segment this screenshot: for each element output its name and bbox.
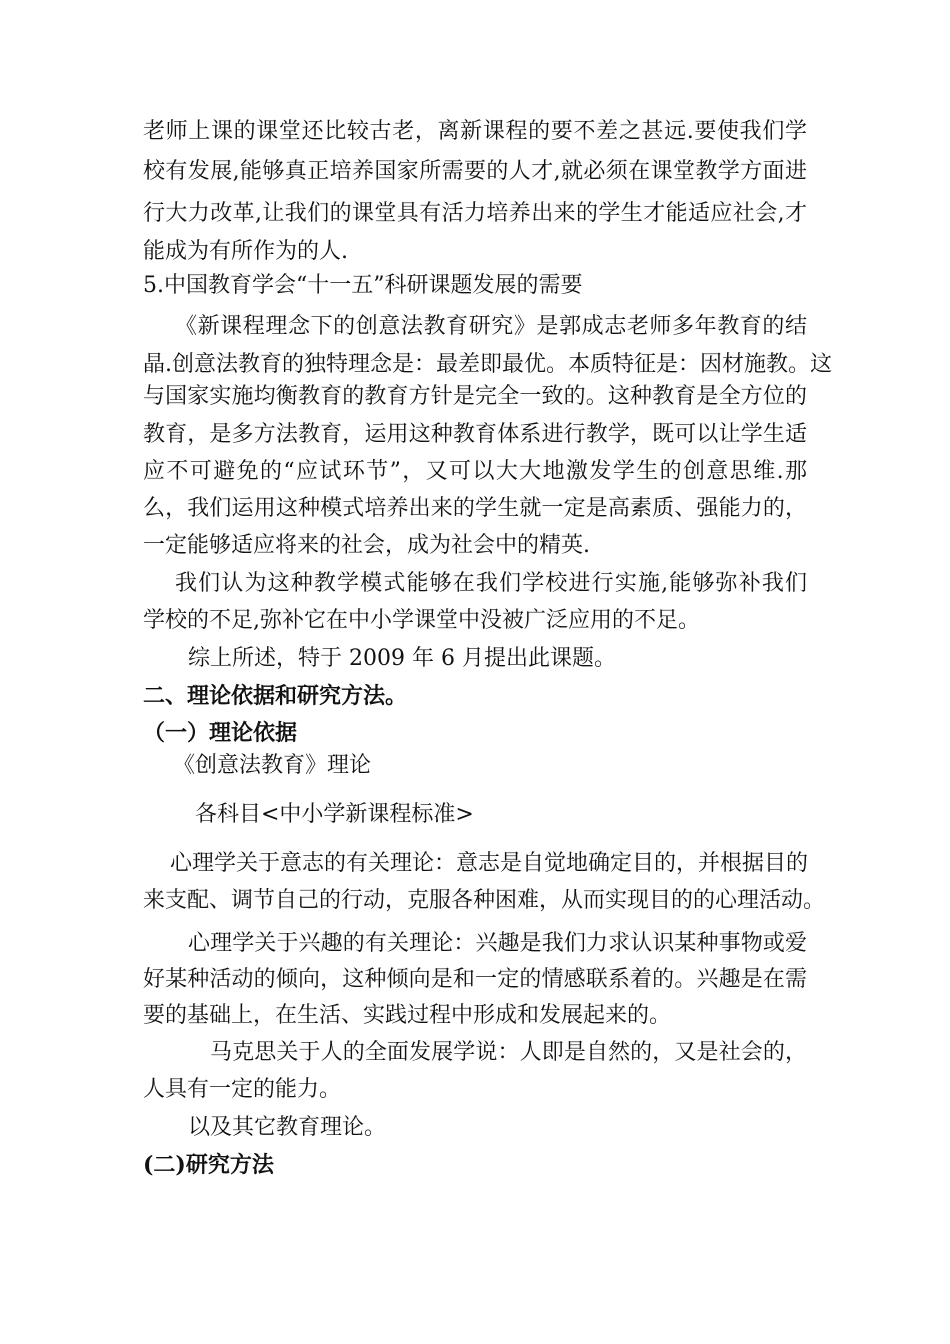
paragraph-line: 行大力改革,让我们的课堂具有活力培养出来的学生才能适应社会,才 [143, 201, 807, 226]
theory-item: 各科目<中小学新课程标准> [195, 802, 474, 827]
paragraph-line: 以及其它教育理论。 [188, 1115, 387, 1140]
paragraph-line: 么，我们运用这种模式培养出来的学生就一定是高素质、强能力的， [143, 496, 807, 521]
paragraph-line: 《新课程理念下的创意法教育研究》是郭成志老师多年教育的结 [175, 314, 807, 339]
paragraph-line: 一定能够适应将来的社会，成为社会中的精英. [143, 533, 590, 558]
paragraph-line: 与国家实施均衡教育的教育方针是完全一致的。这种教育是全方位的 [143, 384, 807, 409]
paragraph-line: 校有发展,能够真正培养国家所需要的人才,就必须在课堂教学方面进 [143, 159, 807, 184]
paragraph-line: 老师上课的课堂还比较古老，离新课程的要不差之甚远.要使我们学 [143, 119, 807, 144]
paragraph-line: 要的基础上，在生活、实践过程中形成和发展起来的。 [143, 1003, 672, 1028]
section-heading-2: 二、理论依据和研究方法。 [143, 683, 408, 709]
paragraph-line: 学校的不足,弥补它在中小学课堂中没被广泛应用的不足。 [143, 608, 700, 633]
paragraph-line: 教育，是多方法教育，运用这种教育体系进行教学，既可以让学生适 [143, 422, 807, 447]
paragraph-line: 我们认为这种教学模式能够在我们学校进行实施,能够弥补我们 [175, 571, 807, 596]
paragraph-line: 心理学关于意志的有关理论：意志是自觉地确定目的，并根据目的 [170, 851, 809, 876]
paragraph-line: 马克思关于人的全面发展学说：人即是自然的，又是社会的， [210, 1040, 807, 1065]
theory-item: 《创意法教育》理论 [173, 753, 372, 778]
section-heading-5: 5.中国教育学会“十一五”科研课题发展的需要 [143, 273, 583, 298]
subsection-heading-2: (二)研究方法 [143, 1152, 274, 1178]
paragraph-line: 人具有一定的能力。 [143, 1077, 342, 1102]
paragraph-line: 晶.创意法教育的独特理念是：最差即最优。本质特征是：因材施教。这 [143, 352, 832, 377]
paragraph-line: 综上所述，特于 2009 年 6 月提出此课题。 [188, 646, 616, 671]
paragraph-line: 来支配、调节自己的行动，克服各种困难，从而实现目的的心理活动。 [143, 888, 826, 913]
paragraph-line: 应不可避免的“应试环节”，又可以大大地激发学生的创意思维.那 [143, 459, 807, 484]
paragraph-line: 能成为有所作为的人. [143, 239, 348, 264]
paragraph-line: 好某种活动的倾向，这种倾向是和一定的情感联系着的。兴趣是在需 [143, 967, 807, 992]
paragraph-line: 心理学关于兴趣的有关理论：兴趣是我们力求认识某种事物或爱 [188, 931, 807, 956]
subsection-heading-1: （一）理论依据 [143, 720, 298, 746]
